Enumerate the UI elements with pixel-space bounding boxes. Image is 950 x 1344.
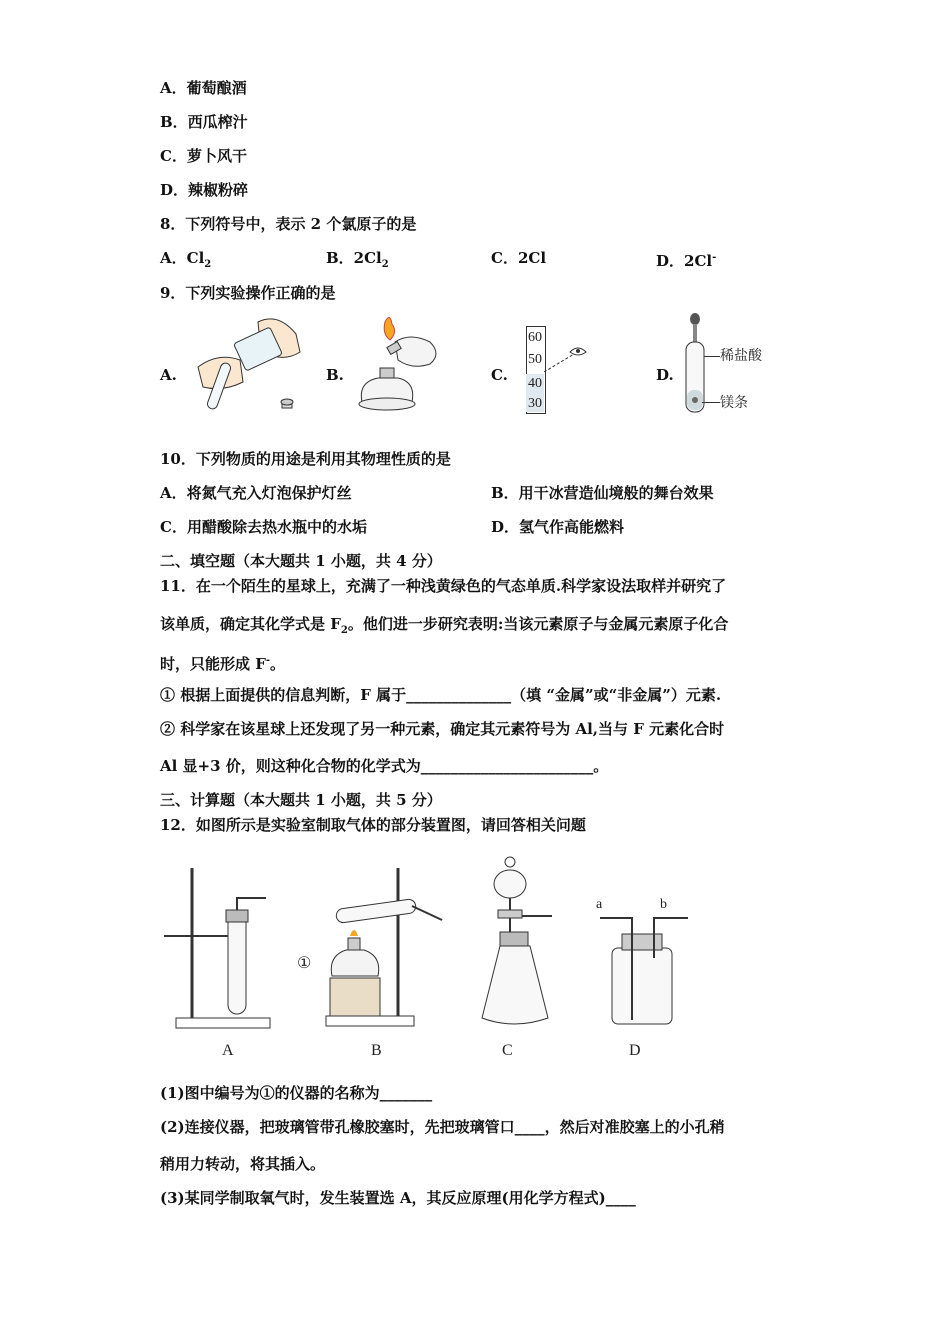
q9-label-a: A. — [160, 366, 177, 384]
q11-line-1: 11．在一个陌生的星球上，充满了一种浅黄绿色的气态单质.科学家设法取样并研究了 — [160, 577, 727, 595]
scale-60: 60 — [528, 330, 542, 345]
q11-line-6: Al 显+3 价，则这种化合物的化学式为_______________________。 — [160, 757, 609, 775]
q10-option-a: A．将氮气充入灯泡保护灯丝 — [160, 484, 352, 502]
q12-part-1: (1)图中编号为①的仪器的名称为_______ — [160, 1084, 433, 1102]
apparatus-figure — [160, 848, 700, 1038]
q10-option-d: D．氢气作高能燃料 — [491, 518, 625, 536]
q9-label-d: D. — [656, 366, 674, 384]
q8-option-b: B．$2Cl_2$ — [326, 249, 389, 270]
q7-option-d: D．辣椒粉碎 — [160, 181, 249, 199]
scale-30: 30 — [528, 396, 542, 411]
q7-option-a: A．葡萄酿酒 — [160, 79, 247, 97]
q11-line-2: 该单质，确定其化学式是 $F_2$。他们进一步研究表明:当该元素原子与金属元素原子化合 — [160, 615, 729, 636]
scale-40: 40 — [528, 376, 542, 391]
apparatus-d — [600, 918, 688, 1024]
q9-label-c: C. — [491, 366, 508, 384]
q8-option-d: D．2Cl- — [656, 252, 717, 270]
apparatus-b — [326, 868, 442, 1026]
graduated-cylinder-figure — [518, 326, 588, 416]
q8-option-c: C．2Cl — [491, 249, 547, 267]
scale-50: 50 — [528, 352, 542, 367]
apparatus-label-d: D — [629, 1042, 641, 1059]
q12-part-3: (3)某同学制取氧气时，发生装置选 A，其反应原理(用化学方程式)____ — [160, 1189, 636, 1207]
test-tube-dropper-figure — [680, 312, 790, 416]
q11-line-4: ① 根据上面提供的信息判断，F 属于______________（填 “金属”或“非金属”）元素. — [160, 686, 722, 704]
q10-stem: 10．下列物质的用途是利用其物理性质的是 — [160, 450, 451, 468]
apparatus-label-b: B — [371, 1042, 382, 1059]
apparatus-label-c: C — [502, 1042, 513, 1059]
q12-stem: 12．如图所示是实验室制取气体的部分装置图，请回答相关问题 — [160, 816, 586, 834]
section-2-heading: 二、填空题（本大题共 1 小题，共 4 分） — [160, 552, 442, 570]
q9-label-b: B. — [326, 366, 344, 384]
apparatus-c — [482, 857, 552, 1024]
port-a-label: a — [596, 897, 603, 912]
q8-stem: 8．下列符号中，表示 2 个氯原子的是 — [160, 215, 417, 233]
q10-option-c: C．用醋酸除去热水瓶中的水垢 — [160, 518, 367, 536]
q11-line-3: 时，只能形成 F-。 — [160, 655, 286, 673]
q7-option-c: C．萝卜风干 — [160, 147, 247, 165]
apparatus-a — [164, 868, 270, 1028]
q11-line-5: ② 科学家在该星球上还发现了另一种元素，确定其元素符号为 Al,当与 F 元素化合时 — [160, 720, 725, 738]
pouring-liquid-figure — [188, 312, 308, 417]
q8-option-a: A．$Cl_2$ — [160, 249, 212, 270]
q12-part-2-line-1: (2)连接仪器，把玻璃管带孔橡胶塞时，先把玻璃管口____，然后对准胶塞上的小孔稍 — [160, 1118, 725, 1136]
port-b-label: b — [660, 897, 667, 912]
reagent-magnesium-strip: 镁条 — [720, 396, 748, 411]
q9-stem: 9．下列实验操作正确的是 — [160, 284, 336, 302]
alcohol-lamp-figure — [350, 312, 450, 417]
q7-option-b: B．西瓜榨汁 — [160, 113, 248, 131]
q12-part-2-line-2: 稍用力转动，将其插入。 — [160, 1155, 326, 1173]
q10-option-b: B．用干冰营造仙境般的舞台效果 — [491, 484, 714, 502]
marker-circled-one: ① — [297, 955, 312, 972]
section-3-heading: 三、计算题（本大题共 1 小题，共 5 分） — [160, 791, 442, 809]
reagent-hydrochloric-acid: 稀盐酸 — [720, 349, 762, 364]
eye-icon — [544, 342, 588, 376]
apparatus-label-a: A — [222, 1042, 234, 1059]
